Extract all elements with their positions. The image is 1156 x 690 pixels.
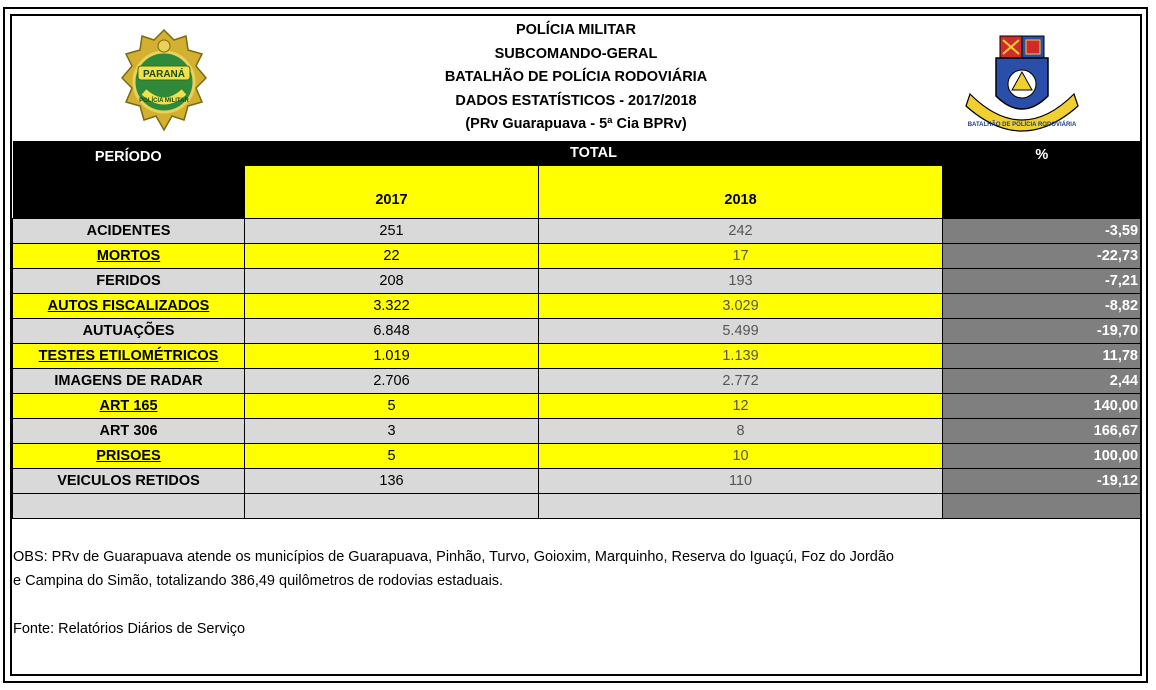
header-line-3: BATALHÃO DE POLÍCIA RODOVIÁRIA: [444, 69, 708, 85]
source-note: Fonte: Relatórios Diários de Serviço: [13, 621, 246, 637]
table-row: [13, 443, 1141, 468]
empty-cell: [245, 493, 539, 518]
table-row: [13, 343, 1141, 368]
value-2018: 1.139: [539, 343, 943, 368]
row-label-text: TESTES ETILOMÉTRICOS: [38, 347, 219, 364]
row-label: [13, 218, 245, 243]
value-2017: 3.322: [245, 293, 539, 318]
percent-header: %: [943, 141, 1141, 218]
row-label-text: VEICULOS RETIDOS: [57, 472, 200, 489]
periodo-header: PERÍODO: [13, 141, 245, 218]
svg-text:BATALHÃO DE POLÍCIA RODOVIÁRIA: BATALHÃO DE POLÍCIA RODOVIÁRIA: [967, 122, 1077, 128]
percent-change: -7,21: [943, 268, 1141, 293]
empty-cell: [13, 493, 245, 518]
table-row: [13, 393, 1141, 418]
value-2018: 10: [539, 443, 943, 468]
percent-change: 166,67: [943, 418, 1141, 443]
percent-change: -19,70: [943, 318, 1141, 343]
value-2017: 5: [245, 443, 539, 468]
svg-text:POLÍCIA MILITAR: POLÍCIA MILITAR: [139, 98, 189, 104]
svg-text:PARANÁ: PARANÁ: [142, 69, 186, 80]
year-2018-header: 2018: [539, 165, 943, 218]
percent-change: -3,59: [943, 218, 1141, 243]
value-2018: 17: [539, 243, 943, 268]
header-line-1: POLÍCIA MILITAR: [515, 22, 636, 38]
table-row: [13, 243, 1141, 268]
row-label-text: IMAGENS DE RADAR: [54, 372, 203, 389]
row-label-text: ART 306: [99, 422, 158, 439]
percent-change: -8,82: [943, 293, 1141, 318]
observation-line-1: OBS: PRv de Guarapuava atende os municípios de Guarapuava, Pinhão, Turvo, Goioxim, Marquinho, Reserva do Iguaçú, Foz do Jordão: [13, 549, 894, 565]
table-row: [13, 468, 1141, 493]
percent-change: 11,78: [943, 343, 1141, 368]
header-line-5: (PRv Guarapuava - 5ª Cia BPRv): [465, 116, 687, 132]
row-label: [13, 293, 245, 318]
value-2017: 6.848: [245, 318, 539, 343]
value-2017: 22: [245, 243, 539, 268]
document-header: [12, 16, 1140, 140]
row-label-text: PRISOES: [96, 447, 161, 464]
value-2017: 3: [245, 418, 539, 443]
header-line-4: DADOS ESTATÍSTICOS - 2017/2018: [455, 92, 697, 109]
row-label-text: ART 165: [99, 397, 158, 414]
percent-change: 140,00: [943, 393, 1141, 418]
row-label: [13, 243, 245, 268]
percent-change: 100,00: [943, 443, 1141, 468]
observation-line-2: e Campina do Simão, totalizando 386,49 quilômetros de rodovias estaduais.: [13, 573, 504, 589]
row-label: [13, 318, 245, 343]
value-2017: 2.706: [245, 368, 539, 393]
value-2017: 5: [245, 393, 539, 418]
value-2018: 242: [539, 218, 943, 243]
total-header: TOTAL: [245, 141, 943, 165]
value-2017: 251: [245, 218, 539, 243]
observation-note: [13, 545, 894, 593]
row-label-text: AUTOS FISCALIZADOS: [47, 297, 210, 314]
row-label: [13, 393, 245, 418]
statistics-table: [12, 141, 1141, 519]
empty-cell: [539, 493, 943, 518]
row-label-text: ACIDENTES: [86, 222, 171, 239]
row-label: [13, 443, 245, 468]
value-2018: 8: [539, 418, 943, 443]
row-label: [13, 368, 245, 393]
value-2018: 3.029: [539, 293, 943, 318]
row-label: [13, 468, 245, 493]
percent-change: -19,12: [943, 468, 1141, 493]
table-row: [13, 318, 1141, 343]
table-row: [13, 368, 1141, 393]
percent-change: 2,44: [943, 368, 1141, 393]
table-row: [13, 268, 1141, 293]
value-2018: 12: [539, 393, 943, 418]
header-line-2: SUBCOMANDO-GERAL: [494, 45, 658, 62]
value-2018: 110: [539, 468, 943, 493]
value-2018: 5.499: [539, 318, 943, 343]
table-row: [13, 293, 1141, 318]
value-2018: 2.772: [539, 368, 943, 393]
value-2017: 1.019: [245, 343, 539, 368]
table-row: [13, 418, 1141, 443]
percent-change: -22,73: [943, 243, 1141, 268]
bprv-coat-of-arms: [960, 26, 1090, 141]
table-row: [13, 218, 1141, 243]
row-label: [13, 418, 245, 443]
year-2017-header: 2017: [245, 165, 539, 218]
empty-row: [13, 493, 1141, 518]
value-2018: 193: [539, 268, 943, 293]
row-label: [13, 343, 245, 368]
empty-cell: [943, 493, 1141, 518]
value-2017: 136: [245, 468, 539, 493]
value-2017: 208: [245, 268, 539, 293]
row-label-text: FERIDOS: [96, 272, 161, 289]
row-label-text: AUTUAÇÕES: [82, 322, 175, 339]
row-label-text: MORTOS: [96, 247, 161, 264]
row-label: [13, 268, 245, 293]
